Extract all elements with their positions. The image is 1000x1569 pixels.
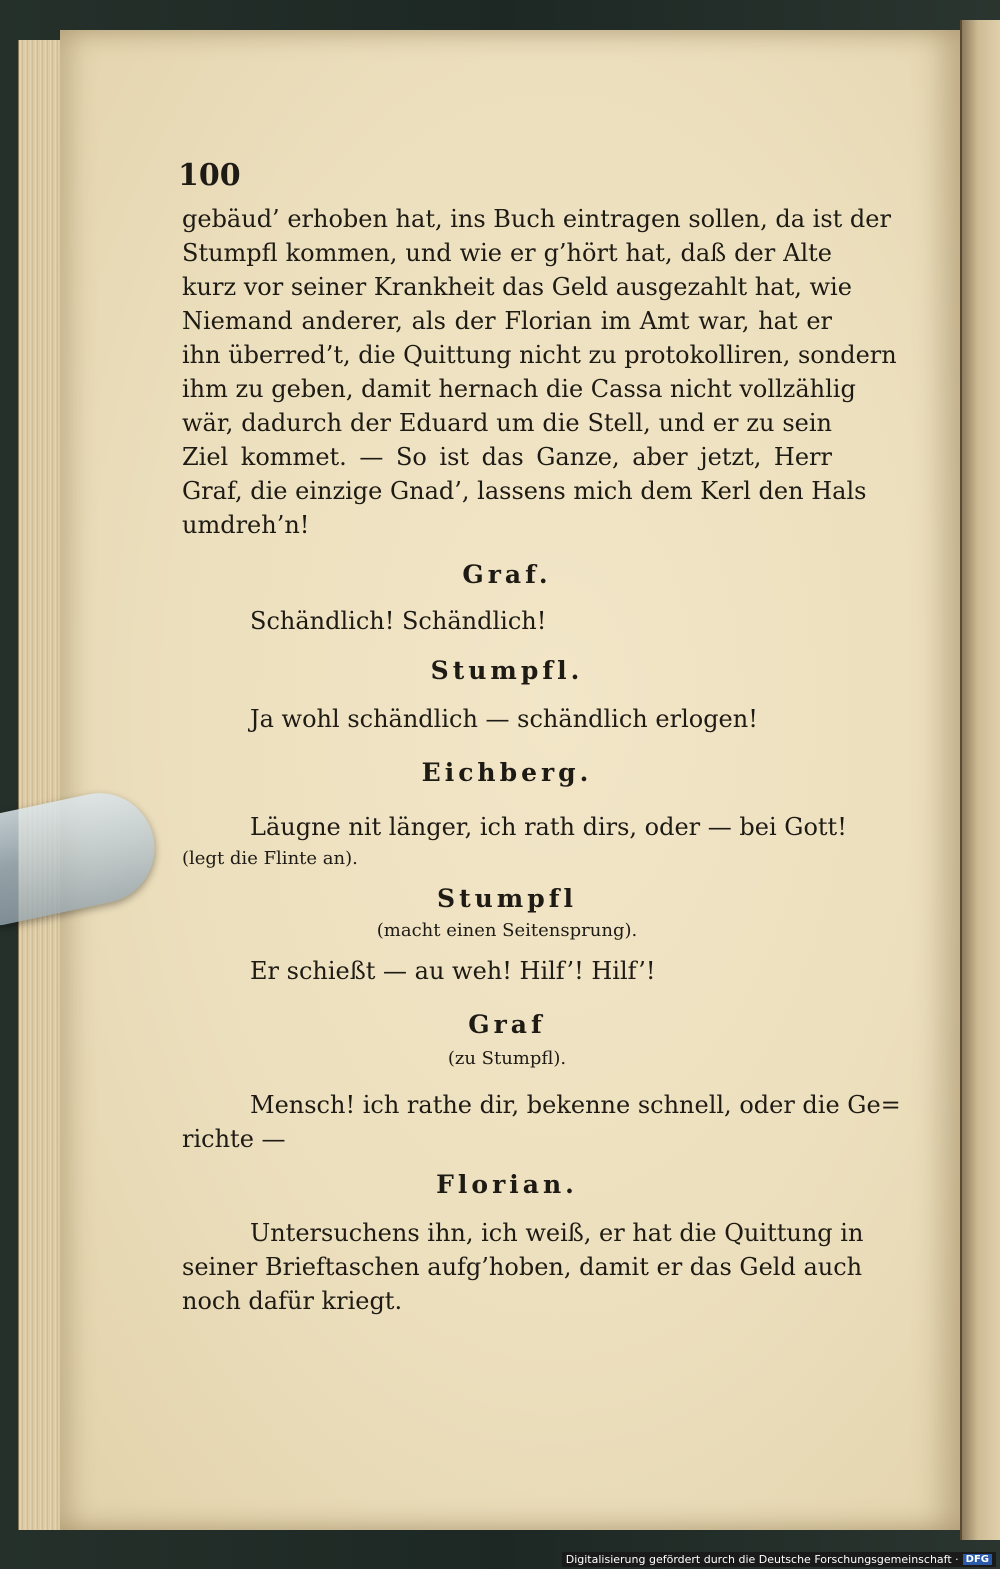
speech-line: Ja wohl schändlich — schändlich erlogen! — [250, 705, 758, 733]
speaker-heading: Florian. — [436, 1170, 578, 1199]
text-line: Ziel kommet. — So ist das Ganze, aber jetzt, Herr — [182, 443, 832, 471]
page-number: 100 — [178, 158, 241, 193]
speaker-heading: Graf — [468, 1010, 546, 1039]
dfg-logo: DFG — [963, 1554, 992, 1565]
text-line: gebäud’ erhoben hat, ins Buch eintragen sollen, da ist der — [182, 205, 891, 233]
speech-line: Schändlich! Schändlich! — [250, 607, 547, 635]
speech-line: seiner Brieftaschen aufg’hoben, damit er das Geld auch — [182, 1253, 863, 1281]
text-line: ihn überred’t, die Quittung nicht zu protokolliren, sondern — [182, 341, 897, 369]
speech-line: Er schießt — au weh! Hilf’! Hilf’! — [250, 957, 656, 985]
text-line: kurz vor seiner Krankheit das Geld ausgezahlt hat, wie — [182, 273, 852, 301]
stage-direction: (macht einen Seitensprung). — [376, 920, 638, 941]
stage-direction: (legt die Flinte an). — [182, 848, 358, 869]
speaker-heading: Graf. — [462, 560, 552, 589]
speaker-heading: Stumpfl. — [430, 656, 584, 685]
speech-line: noch dafür kriegt. — [182, 1287, 403, 1315]
text-line: Stumpfl kommen, und wie er g’hört hat, daß der Alte — [182, 239, 832, 267]
stage-direction: (zu Stumpfl). — [447, 1048, 567, 1069]
digitization-credit — [562, 1552, 996, 1567]
speech-line: Untersuchens ihn, ich weiß, er hat die Quittung in — [250, 1219, 864, 1247]
text-line: umdreh’n! — [182, 511, 310, 539]
credit-text: Digitalisierung gefördert durch die Deutsche Forschungsgemeinschaft · — [565, 1553, 959, 1566]
speech-line: richte — — [182, 1125, 286, 1153]
text-line: Graf, die einzige Gnad’, lassens mich dem Kerl den Hals — [182, 477, 867, 505]
text-line: ihm zu geben, damit hernach die Cassa nicht vollzählig — [182, 375, 856, 403]
text-line: wär, dadurch der Eduard um die Stell, und er zu sein — [182, 409, 832, 437]
speaker-heading: Stumpfl — [437, 884, 577, 913]
speech-line: Mensch! ich rathe dir, bekenne schnell, oder die Ge= — [250, 1091, 901, 1119]
text-line: Niemand anderer, als der Florian im Amt war, hat er — [182, 307, 832, 335]
speech-line: Läugne nit länger, ich rath dirs, oder — bei Gott! — [250, 813, 847, 841]
next-page-edge — [960, 20, 1000, 1540]
speaker-heading: Eichberg. — [421, 758, 593, 787]
